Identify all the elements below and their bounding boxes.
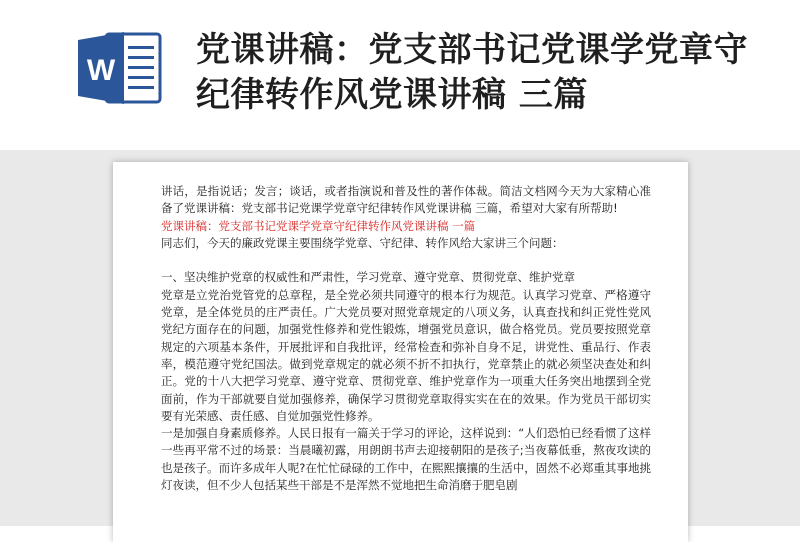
svg-text:W: W [86,54,116,87]
intro-paragraph: 讲话，是指说话；发言；谈话，或者指演说和普及性的著作体裁。简洁文档网今天为大家精心准备了党课讲稿：党支部书记党课学党章守纪律转作风党课讲稿 三篇，希望对大家有所帮助! [161,184,651,216]
section-heading: 一、坚决维护党章的权威性和严肃性，学习党章、遵守党章、贯彻党章、维护党章 [161,270,575,285]
document-body [161,183,651,494]
word-document-icon [76,30,164,106]
body-paragraph: 党章是立党治党管党的总章程，是全党必须共同遵守的根本行为规范。认真学习党章、严格遵守党章，是全体党员的庄严责任。广大党员要对照党章规定的八项义务，认真查找和纠正党性党风党纪方面存在的问题，加强党性修养和党性锻炼，增强党员意识，做合格党员。党员要按照党章规定的六项基本条件，开展批评和自我批评，经常检查和弥补自身不足，讲党性、重品行、作表率，模范遵守党纪国法。做到党章规定的就必须不折不扣执行，党章禁止的就必须坚决查处和纠正。党的十八大把学习党章、遵守党章、贯彻党章、维护党章作为一项重大任务突出地摆到全党面前，作为干部就要自觉加强修养，确保学习贯彻党章取得实实在在的效果。作为党员干部切实要有光荣感、责任感、自觉加强党性修养。 [161,287,651,423]
header [0,0,800,150]
body-paragraph: 一是加强自身素质修养。人民日报有一篇关于学习的评论，这样说到：“人们恐怕已经看惯了这样一些再平常不过的场景：当晨曦初露，用朗朗书声去迎接朝阳的是孩子;当夜幕低垂，熬夜攻读的也是孩子。而许多成年人呢?在忙忙碌碌的工作中，在熙熙攘攘的生活中，固然不必郑重其事地挑灯夜读，但不少人包括某些干部是不是浑然不觉地把生命消磨于肥皂剧 [161,426,651,493]
document-page [113,162,688,542]
page-title: 党课讲稿：党支部书记党课学党章守纪律转作风党课讲稿 三篇 [196,30,748,115]
greeting-paragraph: 同志们，今天的廉政党课主要围绕学党章、守纪律、转作风给大家讲三个问题： [161,235,564,250]
blank-line [161,252,651,269]
section-subtitle: 党课讲稿：党支部书记党课学党章守纪律转作风党课讲稿 一篇 [161,218,476,233]
